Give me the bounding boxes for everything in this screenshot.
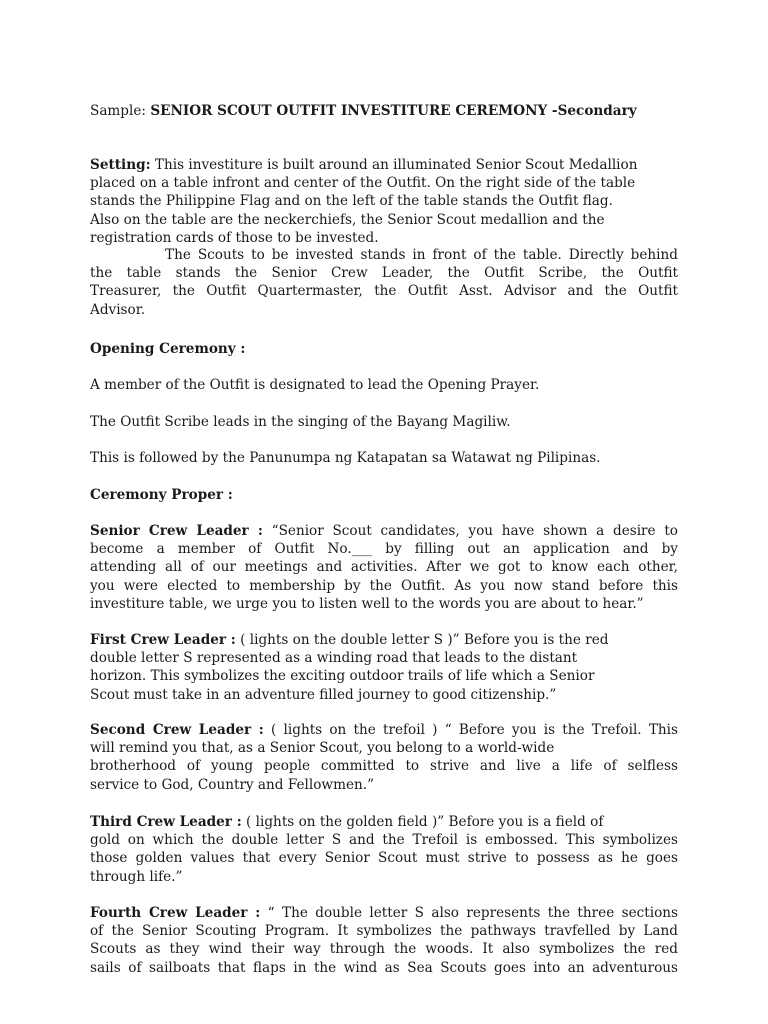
fourth-crew-leader-paragraph: Fourth Crew Leader : “ The double letter S also represents the three sections of the Senior Scouting Program. It symbolizes the pathways travfelled by Land Scouts as they wind their way through the woods. It also symbolizes the red sails of sailboats that flaps in the wind as Sea Scouts goes into an adventurous [90,905,678,976]
fourth-crew-leader-label: Fourth Crew Leader : [90,905,261,921]
third-crew-line: gold on which the double letter S and the Trefoil is embossed. This symbolizes [90,832,678,849]
first-crew-leader-label: First Crew Leader : [90,632,236,648]
setting-line: stands the Philippine Flag and on the left of the table stands the Outfit flag. [90,193,613,210]
setting-paragraph [90,156,678,247]
third-crew-line: those golden values that every Senior Scout must strive to possess as he goes [90,850,678,867]
title-heading: SENIOR SCOUT OUTFIT INVESTITURE CEREMONY -Secondary [150,103,637,119]
second-crew-line: brotherhood of young people committed to strive and live a life of selfless [90,758,678,775]
setting-label: Setting: [90,157,151,173]
setting-cont-line: The Scouts to be invested stands in front of the table. Directly behind [165,247,678,263]
fourth-crew-line: of the Senior Scouting Program. It symbolizes the pathways travfelled by Land [90,923,678,940]
setting-continued-paragraph [90,246,678,319]
senior-crew-leader-paragraph: Senior Crew Leader : “Senior Scout candidates, you have shown a desire to become a member of Outfit No.___ by filling out an application and by attending all of our meetings and activities. After we got to know each other, you were elected to membership by the Outfit. As you now stand before this investiture table, we urge you to listen well to the words you are about to hear.” [90,523,678,612]
fourth-crew-line: Scouts as they wind their way through the woods. It also symbolizes the red [90,941,678,958]
setting-cont-line: Advisor. [90,301,146,318]
second-crew-line: will remind you that, as a Senior Scout, you belong to a world-wide [90,740,555,757]
third-crew-line: through life.” [90,868,183,885]
second-crew-line: service to God, Country and Fellowmen.” [90,776,375,793]
senior-crew-leader-label: Senior Crew Leader : [90,523,263,539]
opening-paragraph-2: The Outfit Scribe leads in the singing of the Bayang Magiliw. [90,414,511,430]
third-crew-leader-paragraph: Third Crew Leader : ( lights on the golden field )” Before you is a field of gold on which the double letter S and the Trefoil is embossed. This symbolizes those golden values that every Senior Scout must strive to possess as he goes through life.” [90,814,678,885]
first-crew-line: horizon. This symbolizes the exciting outdoor trails of life which a Senior [90,668,595,685]
setting-cont-line: Treasurer, the Outfit Quartermaster, the Outfit Asst. Advisor and the Outfit [90,283,678,300]
senior-crew-line: you were elected to membership by the Outfit. As you now stand before this [90,577,678,594]
fourth-crew-line: sails of sailboats that flaps in the wind as Sea Scouts goes into an adventurous [90,959,678,976]
setting-cont-line: the table stands the Senior Crew Leader, the Outfit Scribe, the Outfit [90,265,678,282]
first-crew-line: double letter S represented as a winding road that leads to the distant [90,650,578,667]
first-crew-leader-paragraph: First Crew Leader : ( lights on the double letter S )” Before you is the red double letter S represented as a winding road that leads to the distant horizon. This symbolizes the exciting outdoor trails of life which a Senior Scout must take in an adventure filled journey to good citizenship.” [90,631,678,704]
third-crew-leader-label: Third Crew Leader : [90,814,242,830]
senior-crew-line: attending all of our meetings and activities. After we got to know each other, [90,559,678,576]
setting-line: registration cards of those to be invested. [90,229,379,246]
second-crew-leader-paragraph: Second Crew Leader : ( lights on the trefoil ) “ Before you is the Trefoil. This will remind you that, as a Senior Scout, you belong to a world-wide brotherhood of young people committed to strive and live a life of selfless service to God, Country and Fellowmen.” [90,722,678,793]
senior-crew-line: investiture table, we urge you to listen well to the words you are about to hear.” [90,595,644,612]
ceremony-proper-heading: Ceremony Proper : [90,487,233,503]
document-title [90,102,678,120]
title-prefix: Sample: [90,103,151,119]
opening-paragraph-3: This is followed by the Panunumpa ng Katapatan sa Watawat ng Pilipinas. [90,450,601,466]
setting-line: Also on the table are the neckerchiefs, the Senior Scout medallion and the [90,211,605,228]
first-crew-line: Scout must take in an adventure filled journey to good citizenship.” [90,686,557,703]
opening-heading: Opening Ceremony : [90,341,246,357]
senior-crew-line: become a member of Outfit No.___ by filling out an application and by [90,541,678,558]
setting-line: placed on a table infront and center of the Outfit. On the right side of the table [90,175,636,192]
opening-paragraph-1: A member of the Outfit is designated to lead the Opening Prayer. [90,377,540,393]
setting-line: This investiture is built around an illuminated Senior Scout Medallion [150,157,638,173]
second-crew-leader-label: Second Crew Leader : [90,722,264,738]
